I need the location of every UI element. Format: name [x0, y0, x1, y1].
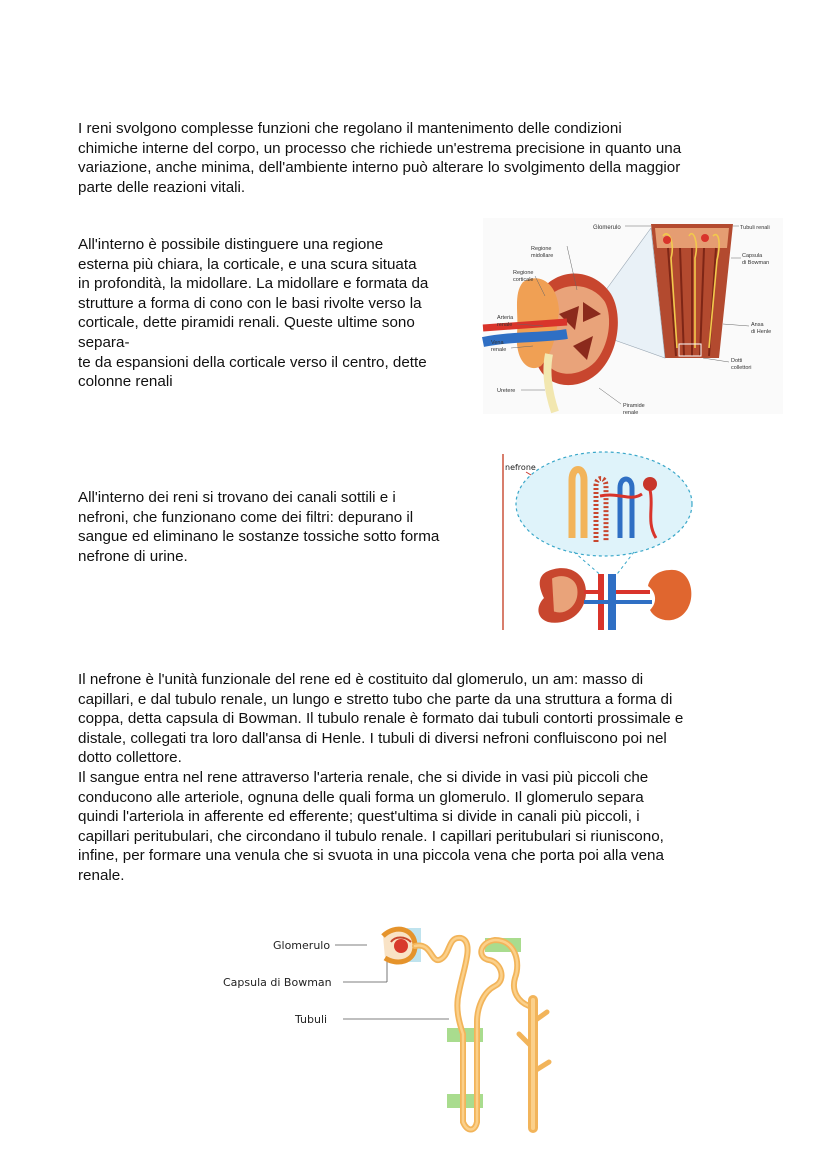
tubule-figure: [215, 922, 565, 1134]
nephrons-paragraph: All'interno dei reni si trovano dei canali sottili e i nefroni, che funzionano come dei filtri: depurano il sangue ed eliminano le sostanze tossiche sotto forma nefrone di urine.: [78, 489, 440, 565]
label-glomerulo: Glomerulo: [593, 225, 621, 231]
label-capsula-1: Capsula: [742, 253, 763, 259]
label-dotti-1: Dotti: [731, 358, 743, 364]
label-tubuli: Tubuli: [295, 1013, 328, 1026]
label-ansa-1: Ansa: [751, 322, 764, 328]
label-vena-2: renale: [491, 347, 507, 353]
label-arteria-1: Arteria: [497, 315, 514, 321]
label-ansa-2: di Henle: [751, 329, 772, 335]
label-capsula-di-bowman: Capsula di Bowman: [223, 976, 332, 989]
kidney-pair-illustration: [538, 568, 691, 630]
label-capsula-2: di Bowman: [742, 260, 770, 266]
structure-paragraph: Il nefrone è l'unità funzionale del rene ed è costituito dal glomerulo, un am: masso di capillari, e dal tubulo renale, un lungo e stretto tubo che parte da una struttura a forma di coppa, detta capsula di Bowman. Il tubulo renale è formato dai tubuli contorti prossimale e distale, collegati tra loro dall'ansa di Henle. I tubuli di diversi nefroni confluiscono poi nel dotto collettore. Il sangue entra nel rene attraverso l'arteria renale, che si divide in vasi più piccoli che conducono alle arteriole, ognuna delle quali forma un glomerulo. Il glomerulo separa quindi l'arteriola in afferente ed efferente; quest'ultima si divide in canali più piccoli, i capillari peritubulari, che circondano il tubulo renale. I capillari peritubulari si riuniscono, infine, per formare una venula che si svuota in una piccola vena che porta poi alla vena renale.: [78, 671, 684, 884]
intro-paragraph: I reni svolgono complesse funzioni che regolano il mantenimento delle condizioni chimiche interne del corpo, un processo che richiede un'estrema precisione in quanto una variazione, anche minima, dell'ambiente interno può alterare lo svolgimento della maggior parte delle reazioni vitali.: [78, 120, 682, 196]
label-uretere: Uretere: [497, 388, 516, 394]
label-regione-midollare-1: Regione: [531, 246, 552, 252]
nephron-figure: [500, 446, 700, 632]
label-vena-1: Vena: [491, 340, 504, 346]
label-glomerulo-tubule: Glomerulo: [273, 939, 331, 952]
label-nefrone: nefrone: [505, 463, 536, 472]
label-piramide-1: Piramide: [623, 403, 645, 409]
zoomed-pyramid-illustration: [651, 224, 733, 358]
label-regione-midollare-2: midollare: [531, 253, 554, 259]
label-dotti-2: collettori: [731, 365, 752, 371]
label-piramide-2: renale: [623, 410, 639, 416]
label-regione-corticale-1: Regione: [513, 270, 534, 276]
label-arteria-2: renale: [497, 322, 513, 328]
regions-paragraph: All'interno è possibile distinguere una regione esterna più chiara, la corticale, e una scura situata in profondità, la midollare. La midollare e formata da strutture a forma di cono con le basi rivolte verso la corticale, dette piramidi renali. Queste ultime sono separa- te da espansioni della corticale verso il centro, dette colonne renali: [78, 236, 429, 391]
label-tubuli-renali: Tubuli renali: [740, 225, 770, 231]
label-regione-corticale-2: corticale: [513, 277, 534, 283]
kidney-section-figure: [483, 218, 783, 414]
